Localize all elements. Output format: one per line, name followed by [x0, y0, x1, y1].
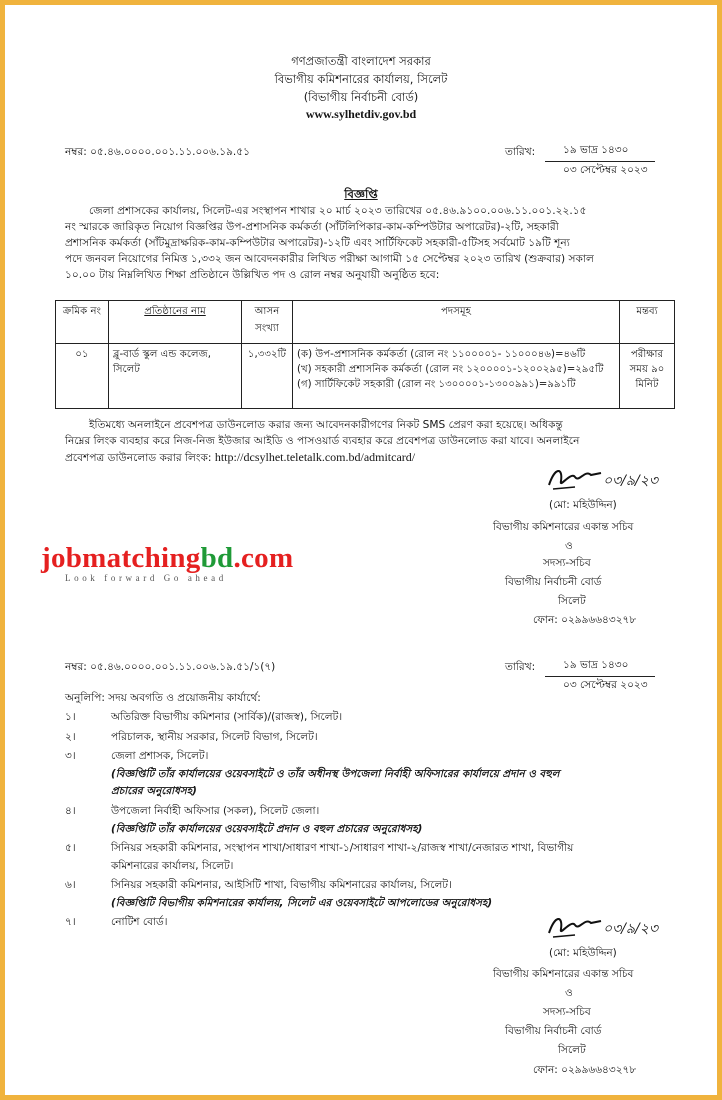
- signer2-city: সিলেট: [558, 1044, 586, 1056]
- date2-bangla: ১৯ ভাদ্র ১৪৩০: [563, 659, 629, 671]
- header-serial: ক্রমিক নং: [56, 301, 109, 344]
- signer-title: বিভাগীয় কমিশনারের একান্ত সচিব: [493, 521, 634, 533]
- cc-item: নোটিশ বোর্ড।: [111, 916, 168, 928]
- signature2-scribble-icon: [545, 911, 605, 941]
- header-seats: আসন সংখ্যা: [242, 301, 293, 344]
- post-item: (ক) উপ-প্রশাসনিক কর্মকর্তা (রোল নং ১১০০০০১- ১১০০০৪৬)=৪৬টি: [297, 349, 586, 360]
- signer-name: (মো: মহিউদ্দিন): [549, 499, 617, 511]
- signer2-board: বিভাগীয় নির্বাচনী বোর্ড: [505, 1025, 602, 1037]
- cc-title: অনুলিপি: সদয় অবগতি ও প্রয়োজনীয় কার্যার্থে:: [65, 692, 261, 704]
- notice-line: পদে জনবল নিয়োগের নিমিত্ত ১,৩৩২ জন আবেদনকারীর লিখিত পরীক্ষা আগামী ১৫ সেপ্টেম্বর ২০২৩ তারিখ (শুক্রবার) সকাল: [65, 253, 594, 265]
- date2-gregorian: ০৩ সেপ্টেম্বর ২০২৩: [563, 679, 648, 691]
- date2-divider: [545, 676, 655, 677]
- notice-title: বিজ্ঞপ্তি: [344, 187, 378, 201]
- signer2-name: (মো: মহিউদ্দিন): [549, 947, 617, 959]
- cc-number: ৬।: [65, 879, 76, 891]
- board-name: (বিভাগীয় নির্বাচনী বোর্ড): [303, 90, 419, 104]
- row-posts: [293, 344, 620, 409]
- signer2-phone: ফোন: ০২৯৯৬৬৪৩২৭৮: [533, 1064, 637, 1076]
- date-label: তারিখ:: [505, 146, 536, 158]
- row-institution: ব্লু-বার্ড স্কুল এন্ড কলেজ, সিলেট: [109, 344, 242, 409]
- signer2-and: ও: [565, 987, 573, 999]
- date-divider: [545, 161, 655, 162]
- signer2-title: বিভাগীয় কমিশনারের একান্ত সচিব: [493, 968, 634, 980]
- signature-scribble-icon: [545, 463, 605, 493]
- table-header-row: [56, 301, 675, 344]
- memo2-number: নম্বর: ০৫.৪৬.০০০০.০০১.১১.০০৬.১৯.৫১/১(৭): [65, 661, 276, 673]
- govt-name: গণপ্রজাতন্ত্রী বাংলাদেশ সরকার: [291, 54, 431, 68]
- cc-note: প্রচারের অনুরোধসহ): [111, 785, 197, 797]
- signer-role: সদস্য-সচিব: [543, 557, 591, 569]
- memo-number: নম্বর: ০৫.৪৬.০০০০.০০১.১১.০০৬.১৯.৫১: [65, 146, 250, 158]
- header-remarks: মন্তব্য: [620, 301, 675, 344]
- date-bangla: ১৯ ভাদ্র ১৪৩০: [563, 144, 629, 156]
- notice-line: প্রশাসনিক কর্মকর্তা (সাঁটমুদ্রাক্ষরিক-কাম-কম্পিউটার অপারেটর)-১২টি এবং সার্টিফিকেট সহকারী-৫টিসহ সর্বমোট ১৯টি শূন্য: [65, 237, 570, 249]
- cc-number: ২।: [65, 731, 76, 743]
- cc-number: ১।: [65, 711, 76, 723]
- notice-line: নং স্মারকে জারিকৃত নিয়োগ বিজ্ঞপ্তির উপ-প্রশাসনিক কর্মকর্তা (সাঁটলিপিকার-কাম-কম্পিউটার অপারেটর)-২টি, সহকারী: [65, 221, 559, 233]
- post-item: (গ) সার্টিফিকেট সহকারী (রোল নং ১৩০০০০১-১৩০০৯৯১)=৯৯১টি: [297, 379, 576, 390]
- cc-note: (বিজ্ঞপ্তিটি তাঁর কার্যালয়ের ওয়েবসাইটে প্রদান ও বহুল প্রচারের অনুরোধসহ): [111, 823, 423, 835]
- signer2-role: সদস্য-সচিব: [543, 1006, 591, 1018]
- cc-number: ৪।: [65, 805, 76, 817]
- header-institution: প্রতিষ্ঠানের নাম: [109, 301, 242, 344]
- cc-number: ৭।: [65, 916, 76, 928]
- date2-label: তারিখ:: [505, 661, 536, 673]
- post-item: (খ) সহকারী প্রশাসনিক কর্মকর্তা (রোল নং ১২০০০০১-১২০০২৯৫)=২৯৫টি: [297, 364, 604, 375]
- cc-item: পরিচালক, স্থানীয় সরকার, সিলেট বিভাগ, সিলেট।: [111, 731, 318, 743]
- admit-line: নিম্নের লিংক ব্যবহার করে নিজ-নিজ ইউজার আইডি ও পাসওয়ার্ড ব্যবহার করে প্রবেশপত্র ডাউনলোড করা যাবে। অনলাইনে: [65, 435, 580, 447]
- admit-link-label: প্রবেশপত্র ডাউনলোড করার লিংক:: [65, 452, 215, 464]
- cc-item-cont: কমিশনারের কার্যালয়, সিলেট।: [111, 860, 234, 872]
- cc-note: (বিজ্ঞপ্তিটি তাঁর কার্যালয়ের ওয়েবসাইটে ও তাঁর অধীনস্থ উপজেলা নির্বাহী অফিসারের কার্যালয়ে প্রদান ও বহুল: [111, 768, 560, 780]
- notice-line: জেলা প্রশাসকের কার্যালয়, সিলেট-এর সংস্থাপন শাখার ২০ মার্চ ২০২৩ তারিখের ০৫.৪৬.৯১০০.০০৬.১১.০০১.২২.১৫: [89, 205, 587, 217]
- signer-phone: ফোন: ০২৯৯৬৬৪৩২৭৮: [533, 614, 637, 626]
- admit-link-line: [65, 449, 415, 466]
- date-gregorian: ০৩ সেপ্টেম্বর ২০২৩: [563, 164, 648, 176]
- cc-note: (বিজ্ঞপ্তিটি বিভাগীয় কমিশনারের কার্যালয়, সিলেট এর ওয়েবসাইটে আপলোডের অনুরোধসহ): [111, 897, 493, 909]
- website-link[interactable]: www.sylhetdiv.gov.bd: [305, 107, 417, 121]
- signer-board: বিভাগীয় নির্বাচনী বোর্ড: [505, 576, 602, 588]
- cc-item: সিনিয়র সহকারী কমিশনার, সংস্থাপন শাখা/সাধারণ শাখা-১/সাধারণ শাখা-২/রাজস্ব শাখা/নেজারত শাখা, বিভাগীয়: [111, 842, 574, 854]
- cc-item: সিনিয়র সহকারী কমিশনার, আইসিটি শাখা, বিভাগীয় কমিশনারের কার্যালয়, সিলেট।: [111, 879, 452, 891]
- signature-date: ০৩/৯/২৩: [603, 473, 658, 489]
- exam-venue-table: [55, 300, 675, 409]
- notice-line: ১০.০০ টায় নিম্নলিখিত শিক্ষা প্রতিষ্ঠানে উল্লিখিত পদ ও রোল নম্বর অনুযায়ী অনুষ্ঠিত হবে:: [65, 269, 440, 281]
- cc-number: ৫।: [65, 842, 76, 854]
- row-remarks: পরীক্ষার সময় ৯০ মিনিট: [620, 344, 675, 409]
- cc-number: ৩।: [65, 750, 76, 762]
- cc-item: অতিরিক্ত বিভাগীয় কমিশনার (সার্বিক)/(রাজস্ব), সিলেট।: [111, 711, 343, 723]
- signer-and: ও: [565, 540, 573, 552]
- office-name: বিভাগীয় কমিশনারের কার্যালয়, সিলেট: [274, 72, 448, 86]
- row-serial: ০১: [56, 344, 109, 409]
- cc-item: উপজেলা নির্বাহী অফিসার (সকল), সিলেট জেলা।: [111, 805, 320, 817]
- header-posts: পদসমূহ: [293, 301, 620, 344]
- row-seats: ১,৩৩২টি: [242, 344, 293, 409]
- admit-line: ইতিমধ্যে অনলাইনে প্রবেশপত্র ডাউনলোড করার জন্য আবেদনকারীগণের নিকট SMS প্রেরণ করা হয়েছে। অধিকন্তু: [89, 419, 563, 431]
- table-row: [56, 344, 675, 409]
- admit-card-link[interactable]: http://dcsylhet.teletalk.com.bd/admitcard/: [214, 450, 416, 464]
- brand-tagline: Look forward Go ahead: [65, 573, 227, 583]
- brand-watermark: jobmatchingbd.com: [41, 542, 294, 574]
- cc-item: জেলা প্রশাসক, সিলেট।: [111, 750, 209, 762]
- signer-city: সিলেট: [558, 595, 586, 607]
- signature2-date: ০৩/৯/২৩: [603, 921, 658, 937]
